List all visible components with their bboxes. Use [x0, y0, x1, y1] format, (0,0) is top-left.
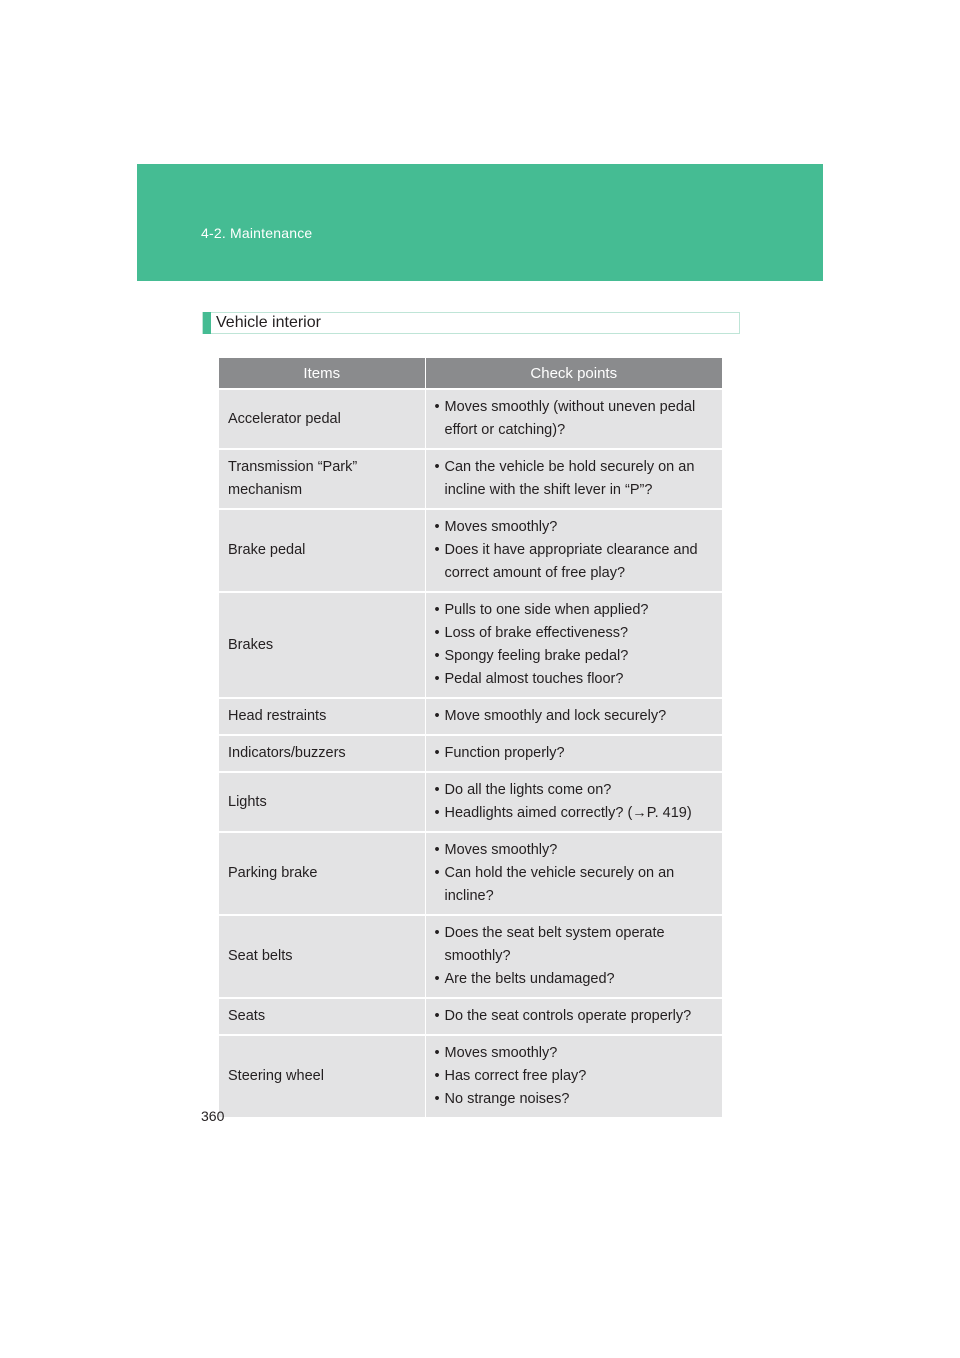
check-points-cell: [425, 735, 722, 772]
check-points-cell: [425, 592, 722, 698]
table-row: [219, 1035, 722, 1117]
check-point-page-reference: • Headlights aimed correctly? (→P. 419): [435, 802, 717, 825]
check-point: • Pulls to one side when applied?: [435, 599, 717, 622]
check-points-cell: [425, 998, 722, 1035]
header-band: [137, 164, 823, 281]
table-row: [219, 449, 722, 509]
check-points-cell: [425, 698, 722, 735]
table-row: [219, 915, 722, 998]
check-point: • Loss of brake effectiveness?: [435, 622, 717, 645]
check-points-cell: [425, 1035, 722, 1117]
check-point: • Does it have appropriate clearance and correct amount of free play?: [435, 539, 717, 585]
check-point: • Move smoothly and lock securely?: [435, 705, 717, 728]
check-points-cell: [425, 449, 722, 509]
item-cell: Steering wheel: [219, 1035, 425, 1117]
item-cell: Seat belts: [219, 915, 425, 998]
item-cell: Transmission “Park” mechanism: [219, 449, 425, 509]
check-points-cell: [425, 915, 722, 998]
check-point: • Are the belts undamaged?: [435, 968, 717, 991]
inspection-table: [219, 358, 722, 1117]
check-point: • Do all the lights come on?: [435, 779, 717, 802]
check-points-cell: [425, 389, 722, 449]
check-point: • Has correct free play?: [435, 1065, 717, 1088]
table-row: [219, 735, 722, 772]
item-cell: Brake pedal: [219, 509, 425, 592]
column-header-check-points: Check points: [425, 358, 722, 389]
section-heading-text: Vehicle interior: [216, 314, 321, 331]
check-point: • Function properly?: [435, 742, 717, 765]
section-label: 4-2. Maintenance: [201, 225, 313, 241]
check-point: • Moves smoothly?: [435, 1042, 717, 1065]
table-row: [219, 389, 722, 449]
item-cell: Indicators/buzzers: [219, 735, 425, 772]
item-cell: Seats: [219, 998, 425, 1035]
check-point: • Can hold the vehicle securely on an incline?: [435, 862, 717, 908]
page-number: 360: [201, 1108, 225, 1124]
item-cell: Lights: [219, 772, 425, 832]
check-points-cell: [425, 832, 722, 915]
table-row: [219, 592, 722, 698]
heading-accent-bar: [203, 312, 211, 334]
check-point: • Pedal almost touches floor?: [435, 668, 717, 691]
table-row: [219, 698, 722, 735]
column-header-items: Items: [219, 358, 425, 389]
check-point: • Moves smoothly (without uneven pedal effort or catching)?: [435, 396, 717, 442]
table-row: [219, 832, 722, 915]
item-cell: Brakes: [219, 592, 425, 698]
item-cell: Head restraints: [219, 698, 425, 735]
check-point: • Spongy feeling brake pedal?: [435, 645, 717, 668]
table-row: [219, 998, 722, 1035]
item-cell: Parking brake: [219, 832, 425, 915]
check-point: • Does the seat belt system operate smoothly?: [435, 922, 717, 968]
table-row: [219, 772, 722, 832]
table-row: [219, 509, 722, 592]
check-point: • Moves smoothly?: [435, 516, 717, 539]
table-header-row: [219, 358, 722, 389]
check-point: • Moves smoothly?: [435, 839, 717, 862]
check-points-cell: [425, 509, 722, 592]
check-point: • Can the vehicle be hold securely on an incline with the shift lever in “P”?: [435, 456, 717, 502]
check-point: • No strange noises?: [435, 1088, 717, 1111]
item-cell: Accelerator pedal: [219, 389, 425, 449]
check-points-cell: [425, 772, 722, 832]
section-heading: [202, 312, 740, 334]
check-point: • Do the seat controls operate properly?: [435, 1005, 717, 1028]
